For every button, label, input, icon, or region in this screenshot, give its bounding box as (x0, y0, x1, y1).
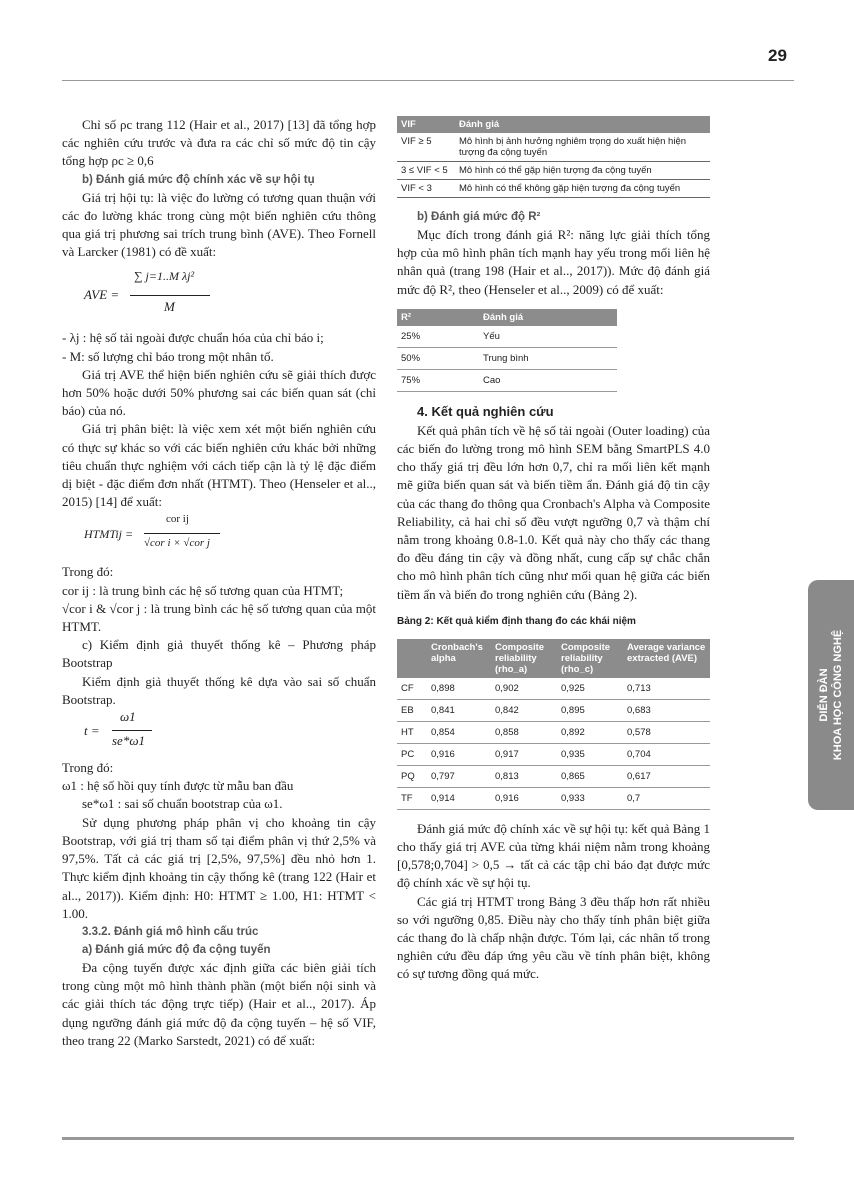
ave-formula (62, 267, 376, 327)
table-row (397, 162, 710, 180)
note: ω1 : hệ số hồi quy tính được từ mẫu ban đầu (62, 778, 294, 794)
fraction-bar (112, 730, 152, 731)
subheading: b) Đánh giá mức độ chính xác về sự hội tụ (82, 173, 315, 186)
header-rule (62, 80, 794, 81)
table-cell: 0,916 (491, 787, 557, 809)
table-cell: 0,925 (557, 678, 623, 700)
table-caption: Bảng 2: Kết quả kiểm định thang đo các khái niệm (397, 615, 636, 627)
section-heading: 4. Kết quả nghiên cứu (417, 403, 554, 419)
table-cell: 0,916 (427, 743, 491, 765)
paragraph: c) Kiểm định giả thuyết thống kê – Phương pháp Bootstrap (62, 637, 376, 671)
table-cell: 0,935 (557, 743, 623, 765)
vif-table (397, 116, 710, 198)
table-cell: 0,704 (623, 743, 710, 765)
paragraph: Đánh giá mức độ chính xác về sự hội tụ: kết quả Bảng 1 cho thấy giá trị AVE của từng khái niệm nằm trong khoảng [0,578;0,704] > 0,5 → tất cả các tập chỉ báo đạt được mức độ chính xác về sự hội tụ. (397, 820, 710, 891)
table-row (397, 787, 710, 809)
table-header: Composite reliability (rho_c) (557, 639, 623, 678)
table-cell: VIF < 3 (397, 180, 455, 198)
subheading: a) Đánh giá mức độ đa cộng tuyến (82, 943, 271, 956)
label: Trong đó: (62, 760, 114, 776)
table-cell: 0,902 (491, 678, 557, 700)
table-cell: 25% (397, 326, 479, 348)
ave-numerator: ∑ j=1..M λj² (134, 269, 195, 284)
table-row (397, 743, 710, 765)
table-header: R² (397, 309, 479, 326)
page-number: 29 (768, 46, 787, 65)
table-row (397, 699, 710, 721)
note: se*ω1 : sai số chuẩn bootstrap của ω1. (82, 796, 283, 812)
table-cell: Cao (479, 369, 617, 391)
table-cell: CF (397, 678, 427, 700)
table-cell: 0,713 (623, 678, 710, 700)
table-header: Cronbach's alpha (427, 639, 491, 678)
table-cell: TF (397, 787, 427, 809)
label: Trong đó: (62, 564, 114, 580)
table-cell: 0,578 (623, 721, 710, 743)
note: √cor i & √cor j : là trung bình các hệ số tương quan của một HTMT. (62, 600, 376, 635)
paragraph: Mục đích trong đánh giá R²: năng lực giải thích tổng hợp của mô hình phân tích mạnh hay yếu trong mối liên hệ nhân quả (trang 198 (Hair et al.., 2017)). Mức độ đánh giá mức độ R², theo (Henseler et al.., 2009) có để xuất: (397, 227, 710, 297)
note: - λj : hệ số tải ngoài được chuẩn hóa của chỉ báo i; (62, 330, 324, 346)
table-row (397, 369, 617, 391)
table-cell: 0,914 (427, 787, 491, 809)
note: - M: số lượng chỉ báo trong một nhân tố. (62, 348, 274, 364)
note: cor ij : là trung bình các hệ số tương quan của HTMT; (62, 582, 344, 598)
paragraph: Kiểm định giả thuyết thống kê dựa vào sai số chuẩn Bootstrap. (62, 673, 376, 707)
htmt-numerator: cor ij (166, 513, 189, 526)
table-cell: EB (397, 699, 427, 721)
table-cell: 0,895 (557, 699, 623, 721)
table-row (397, 180, 710, 198)
table-header: Composite reliability (rho_a) (491, 639, 557, 678)
table-header: Average variance extracted (AVE) (623, 639, 710, 678)
table-cell: 0,842 (491, 699, 557, 721)
table-cell: 0,858 (491, 721, 557, 743)
table-cell: 0,813 (491, 765, 557, 787)
table-cell: 0,898 (427, 678, 491, 700)
t-numerator: ω1 (120, 709, 136, 725)
left-column (62, 116, 376, 1050)
table-cell: 50% (397, 347, 479, 369)
table-cell: PQ (397, 765, 427, 787)
table-cell: 3 ≤ VIF < 5 (397, 162, 455, 180)
ave-lhs: AVE = (84, 287, 120, 303)
table-header-row (397, 309, 617, 326)
table-cell: 0,683 (623, 699, 710, 721)
table-row (397, 721, 710, 743)
htmt-formula (62, 513, 376, 561)
paragraph: Chỉ số ρc trang 112 (Hair et al., 2017) [13] đã tổng hợp các nghiên cứu trước và đưa ra các chỉ số mức độ tin cậy tổng hợp ρc ≥ 0,6 (62, 117, 376, 169)
side-tab-line2: KHOA HỌC CÔNG NGHỆ (832, 629, 844, 761)
table-cell: 75% (397, 369, 479, 391)
table-cell: 0,617 (623, 765, 710, 787)
fraction-bar (144, 533, 220, 534)
side-tab (808, 580, 854, 810)
htmt-lhs: HTMTij = (84, 527, 134, 542)
table-header: VIF (397, 116, 455, 133)
r2-table (397, 309, 617, 392)
footer-rule (62, 1137, 794, 1140)
paragraph: Giá trị phân biệt: là việc xem xét một biến nghiên cứu có thực sự khác so với các biến nghiên cứu khác bởi những tiêu chuẩn thực nghiệm với cách tiếp cận là tỷ lệ đặc điểm dị biệt - đặc điểm đơn nhất (HTMT). Theo (Henseler et al.., 2015) [14] để xuất: (62, 421, 376, 510)
paragraph: Các giá trị HTMT trong Bảng 3 đều thấp hơn rất nhiều so với ngưỡng 0,85. Điều này cho thấy tính phân biệt giữa các thang đo là chấp nhận được. Tóm lại, các nhân tố trong nghiên cứu đều đáp ứng yêu cầu về tính phân biệt, không có sự tương đồng quá mức. (397, 893, 710, 982)
table-cell: Trung bình (479, 347, 617, 369)
table-cell: 0,841 (427, 699, 491, 721)
htmt-denominator: √cor i × √cor j (144, 537, 210, 550)
table-cell: 0,933 (557, 787, 623, 809)
t-denominator: se*ω1 (112, 733, 146, 749)
ave-denominator: M (164, 299, 175, 315)
table-header (397, 639, 427, 678)
table-cell: 0,854 (427, 721, 491, 743)
t-formula (62, 711, 376, 757)
table-row (397, 347, 617, 369)
table-header-row (397, 116, 710, 133)
side-tab-text (817, 630, 845, 760)
table-cell: Mô hình có thể gặp hiện tượng đa cộng tuyến (455, 162, 710, 180)
table-cell: 0,865 (557, 765, 623, 787)
paragraph: Kết quả phân tích về hệ số tải ngoài (Outer loading) của các biến đo lường trong mô hình SEM bằng SmartPLS 4.0 cho thấy giá trị đều lớn hơn 0,7, chỉ ra mối liên kết mạnh mẽ giữa biến quan sát và biến tiềm ẩn. Đánh giá độ tin cậy của các thang đo thông qua Cronbach's Alpha và Composite Reliability, cả hai chỉ số đều vượt ngưỡng 0,7 và thậm chí nằm trong khoảng 0.8-1.0. Kết quả này cho thấy các thang đo đều đáng tin cậy và đồng nhất, cung cấp sự chắc chắn cho mô hình phân tích cũng như mối quan hệ giữa các biến tiềm ẩn và biến đo trong nghiên cứu (Bảng 2). (397, 422, 710, 602)
table-row (397, 765, 710, 787)
table-row (397, 326, 617, 348)
table-cell: Yếu (479, 326, 617, 348)
table-cell: VIF ≥ 5 (397, 133, 455, 162)
subheading: b) Đánh giá mức độ R² (417, 211, 541, 223)
paragraph: Đa cộng tuyến được xác định giữa các biên giải tích trong cùng một mô hình thành phần (một biến nội sinh và các giải thích tác động trực tiếp) (Hair et al.., 2017). Áp dụng ngưỡng đánh giá mức độ đa cộng tuyến – hệ số VIF, theo trang 22 (Marko Sarstedt, 2021) có để xuất: (62, 959, 376, 1048)
table-cell: 0,797 (427, 765, 491, 787)
side-tab-line1: DIỄN ĐÀN (818, 668, 830, 722)
paragraph: Sử dụng phương pháp phân vị cho khoảng tin cậy Bootstrap, với giá trị tham số tại điểm phân vị thứ 2,5% và 97,5%. Tất cả các giá trị [2,5%, 97,5%] đều nhỏ hơn 1. Thực kiểm định khoảng tin cậy thống kê (trang 122 (Hair et al.., 2017)). Kiểm định: H0: HTMT ≥ 1.00, H1: HTMT < 1.00. (62, 814, 376, 921)
right-column (397, 116, 710, 984)
t-lhs: t = (84, 723, 100, 739)
paragraph: Giá trị hội tụ: là việc đo lường có tương quan thuận với các đo lường khác trong cùng một biến nghiên cứu thông qua giá trị phương sai trích trung bình (AVE). Theo Fornell và Larcker (1981) có đề xuất: (62, 189, 376, 260)
table-header: Đánh giá (455, 116, 710, 133)
table-header: Đánh giá (479, 309, 617, 326)
table-cell: HT (397, 721, 427, 743)
table-header-row (397, 639, 710, 678)
reliability-table (397, 639, 710, 810)
paragraph: Giá trị AVE thể hiện biến nghiên cứu sẽ giải thích được hơn 50% hoặc dưới 50% phương sai các biến quan sát (chỉ báo) của nó. (62, 366, 376, 419)
table-cell: Mô hình có thể không gặp hiện tượng đa cộng tuyến (455, 180, 710, 198)
table-cell: 0,917 (491, 743, 557, 765)
table-row (397, 133, 710, 162)
table-cell: 0,7 (623, 787, 710, 809)
table-row (397, 678, 710, 700)
fraction-bar (130, 295, 210, 296)
table-cell: 0,892 (557, 721, 623, 743)
table-cell: Mô hình bị ảnh hưởng nghiêm trọng do xuất hiện hiện tượng đa cộng tuyến (455, 133, 710, 162)
table-cell: PC (397, 743, 427, 765)
subheading: 3.3.2. Đánh giá mô hình cấu trúc (82, 925, 259, 938)
